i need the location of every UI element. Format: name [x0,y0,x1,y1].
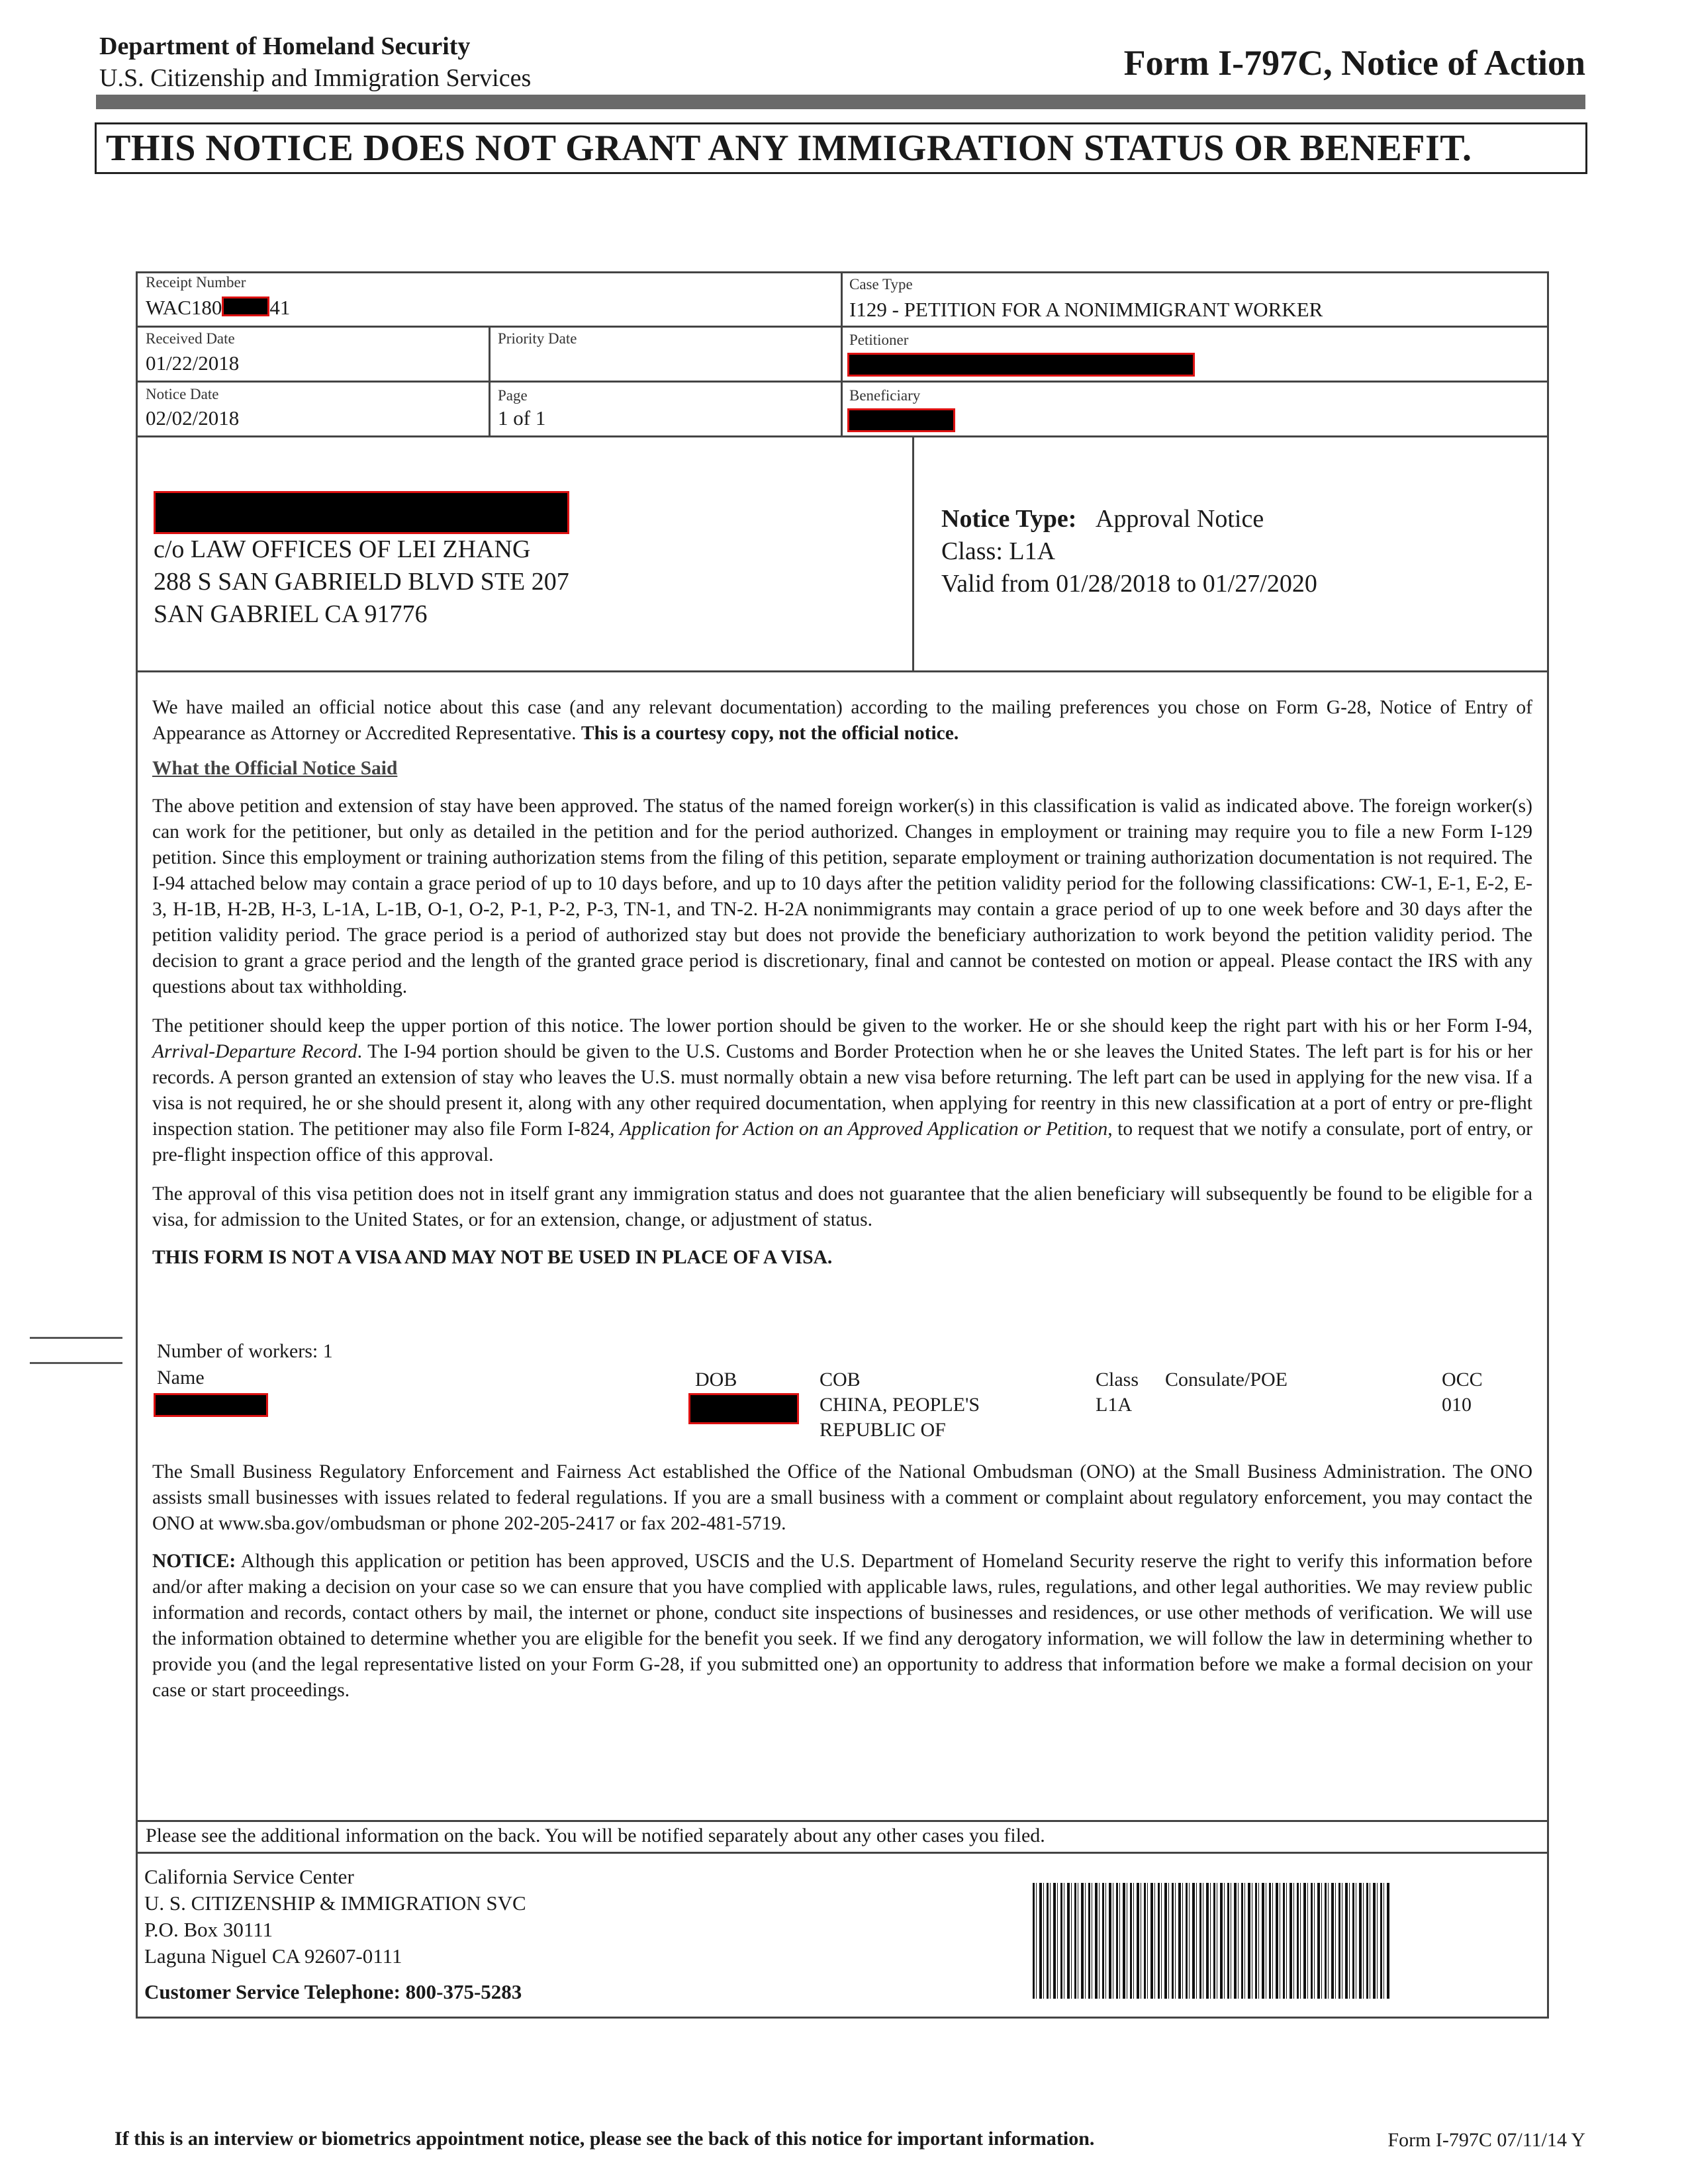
ombudsman-paragraph: The Small Business Regulatory Enforcement and Fairness Act established the Office of the National Ombudsman (ONO) at the Small Business Administration. The ONO assists small businesses with issues related to federal regulations. If you are a small business with a comment or complaint about regulatory enforcement, you may contact the ONO at www.sba.gov/ombudsman or phone 202-205-2417 or fax 202-481-5719. [152,1461,1532,1534]
worker-consulate-label: Consulate/POE [1165,1369,1288,1390]
para2-text-b: . The I-94 portion should be given to the U.S. Customs and Border Protection when he or she leaves the United States. The left part is for his or her records. A person granted an extension of stay who leaves the U.S. must normally obtain a new visa before returning. The left part can be used in applying for the new visa. If a visa is not required, he or she should present it, along with any other required documentation, when applying for reentry in this new classification at a port of entry or pre-flight inspection station. The petitioner may also file Form I-824, [152,1041,1532,1140]
back-note-top-rule [136,1820,1549,1822]
address-line-1: c/o LAW OFFICES OF LEI ZHANG [154,535,531,563]
intro-text: We have mailed an official notice about this case (and any relevant documentation) according to the mailing preferences you chose on Form G-28, Notice of Entry of Appearance as Attorney or Accredited Representative. [152,697,1532,744]
worker-dob-label: DOB [695,1369,737,1390]
margin-mark-1 [30,1337,122,1339]
notice-type [941,504,1264,533]
paragraph-1: The above petition and extension of stay have been approved. The status of the named foreign worker(s) in this classification is valid as indicated above. The foreign worker(s) can work for the petitioner, but only as detailed in the petition and for the period authorized. Changes in employment or training may require you to file a new Form I-129 petition. Since this employment or training authorization stems from the filing of this petition, separate employment or training authorization documentation is not required. The I-94 attached below may contain a grace period of up to 10 days before, and up to 10 days after the petition validity period for the following classifications: CW-1, E-1, E-2, E-3, H-1B, H-2B, H-3, L-1A, L-1B, O-1, O-2, P-1, P-2, P-3, TN-1, and TN-2. H-2A nonimmigrants may contain a grace period of up to one week before and 30 days after the petition validity period. The grace period is a period of authorized stay but does not provide the beneficiary authorization to work beyond the petition validity period. The decision to grant a grace period and the length of the granted grace period is discretionary, final and cannot be contested on motion or appeal. Please contact the IRS with any questions about tax withholding. [152,796,1532,997]
case-type-label: Case Type [849,276,913,293]
agency-line-2: U.S. Citizenship and Immigration Services [99,64,532,92]
para2-text-a: The petitioner should keep the upper portion of this notice. The lower portion should be given to the worker. He or she should keep the right part with his or her Form I-94, [152,1015,1532,1036]
notice-paragraph [152,1549,1532,1704]
page-label: Page [498,387,528,404]
receipt-suffix: 41 [269,296,291,319]
col-divider-mid [489,326,491,437]
para2-italic-2: Application for Action on an Approved Application or Petition [619,1118,1108,1140]
notice-type-label: Notice Type: [941,505,1077,533]
worker-name-label: Name [157,1367,205,1388]
notice-text: Although this application or petition has been approved, USCIS and the U.S. Department of Homeland Security reserve the right to verify this information before and/or after making a decision on your case so we can ensure that you have complied with applicable laws, rules, regulations, and other legal authorities. We may review public information and records, contact others by mail, the internet or phone, conduct site inspections of businesses and residences, or use other methods of verification. We will use the information obtained to determine whether you are eligible for the benefit you seek. If we find any derogatory information, we will follow the law in determining whether to provide you (and the legal representative listed on your Form G-28, if you submitted one) an opportunity to address that information before we make a formal decision on your case or start proceedings. [152,1551,1532,1701]
worker-cob-line-1: CHINA, PEOPLE'S [820,1394,980,1416]
address-divider [912,437,914,672]
header-rule [96,95,1585,109]
lower-body-text [152,1459,1532,1704]
receipt-redaction [222,296,269,316]
received-date-label: Received Date [146,330,235,347]
back-note-bottom-rule [136,1852,1549,1854]
service-center-line-3: P.O. Box 30111 [144,1918,273,1941]
priority-date-label: Priority Date [498,330,577,347]
agency-line-1: Department of Homeland Security [99,32,471,60]
barcode [1033,1883,1390,1999]
notice-validity: Valid from 01/28/2018 to 01/27/2020 [941,570,1317,598]
visa-warning: THIS FORM IS NOT A VISA AND MAY NOT BE USED IN PLACE OF A VISA. [152,1247,833,1268]
worker-name-redaction [154,1393,268,1417]
notice-label: NOTICE: [152,1551,236,1572]
intro-bold: This is a courtesy copy, not the official notice. [581,723,959,744]
service-center-line-2: U. S. CITIZENSHIP & IMMIGRATION SVC [144,1891,526,1915]
worker-occ-value: 010 [1442,1394,1472,1416]
paragraph-3: The approval of this visa petition does not in itself grant any immigration status and does not guarantee that the alien beneficiary will subsequently be found to be eligible for a visa, for admission to the United States, or for an extension, change, or adjustment of status. [152,1183,1532,1230]
received-date-value: 01/22/2018 [146,351,240,375]
petitioner-redaction [847,353,1195,377]
notice-type-value: Approval Notice [1095,505,1264,533]
body-text [152,695,1532,1271]
section-heading: What the Official Notice Said [152,758,398,779]
worker-dob-redaction [688,1393,799,1424]
worker-class-label: Class [1096,1369,1139,1390]
worker-class-value: L1A [1096,1394,1132,1416]
service-center-line-4: Laguna Niguel CA 92607-0111 [144,1944,402,1968]
intro-paragraph [152,695,1532,747]
page-value: 1 of 1 [498,406,546,430]
addressee-redaction [154,491,569,534]
banner-text: THIS NOTICE DOES NOT GRANT ANY IMMIGRATION STATUS OR BENEFIT. [106,128,1472,169]
worker-cob-label: COB [820,1369,861,1390]
service-center-line-1: California Service Center [144,1865,354,1888]
footer-note: If this is an interview or biometrics appointment notice, please see the back of this notice for important information. [115,2128,1095,2150]
workers-count: Number of workers: 1 [157,1340,333,1362]
address-bottom-rule [136,670,1549,672]
beneficiary-redaction [847,408,955,432]
notice-date-label: Notice Date [146,386,219,402]
address-line-2: 288 S SAN GABRIELD BLVD STE 207 [154,568,569,596]
case-type-value: I129 - PETITION FOR A NONIMMIGRANT WORKER [849,298,1323,321]
petitioner-label: Petitioner [849,332,909,348]
margin-mark-2 [30,1362,122,1364]
back-note: Please see the additional information on the back. You will be notified separately about any other cases you filed. [146,1825,1045,1846]
form-title: Form I-797C, Notice of Action [1123,43,1585,83]
receipt-prefix: WAC180 [146,296,222,319]
beneficiary-label: Beneficiary [849,387,921,404]
receipt-number [146,296,290,318]
col-divider-main [841,271,843,437]
notice-date-value: 02/02/2018 [146,406,240,430]
receipt-label: Receipt Number [146,274,246,291]
footer-form-id: Form I-797C 07/11/14 Y [1387,2129,1585,2151]
worker-cob-line-2: REPUBLIC OF [820,1419,946,1441]
para2-text-c: , to request that we notify a consulate, port of entry, or pre-flight inspection office of this approval. [152,1118,1532,1165]
customer-service-phone: Customer Service Telephone: 800-375-5283 [144,1980,522,2003]
worker-occ-label: OCC [1442,1369,1483,1390]
notice-class: Class: L1A [941,537,1056,565]
address-line-3: SAN GABRIEL CA 91776 [154,600,428,628]
paragraph-2 [152,1013,1532,1168]
para2-italic-1: Arrival-Departure Record [152,1041,357,1062]
